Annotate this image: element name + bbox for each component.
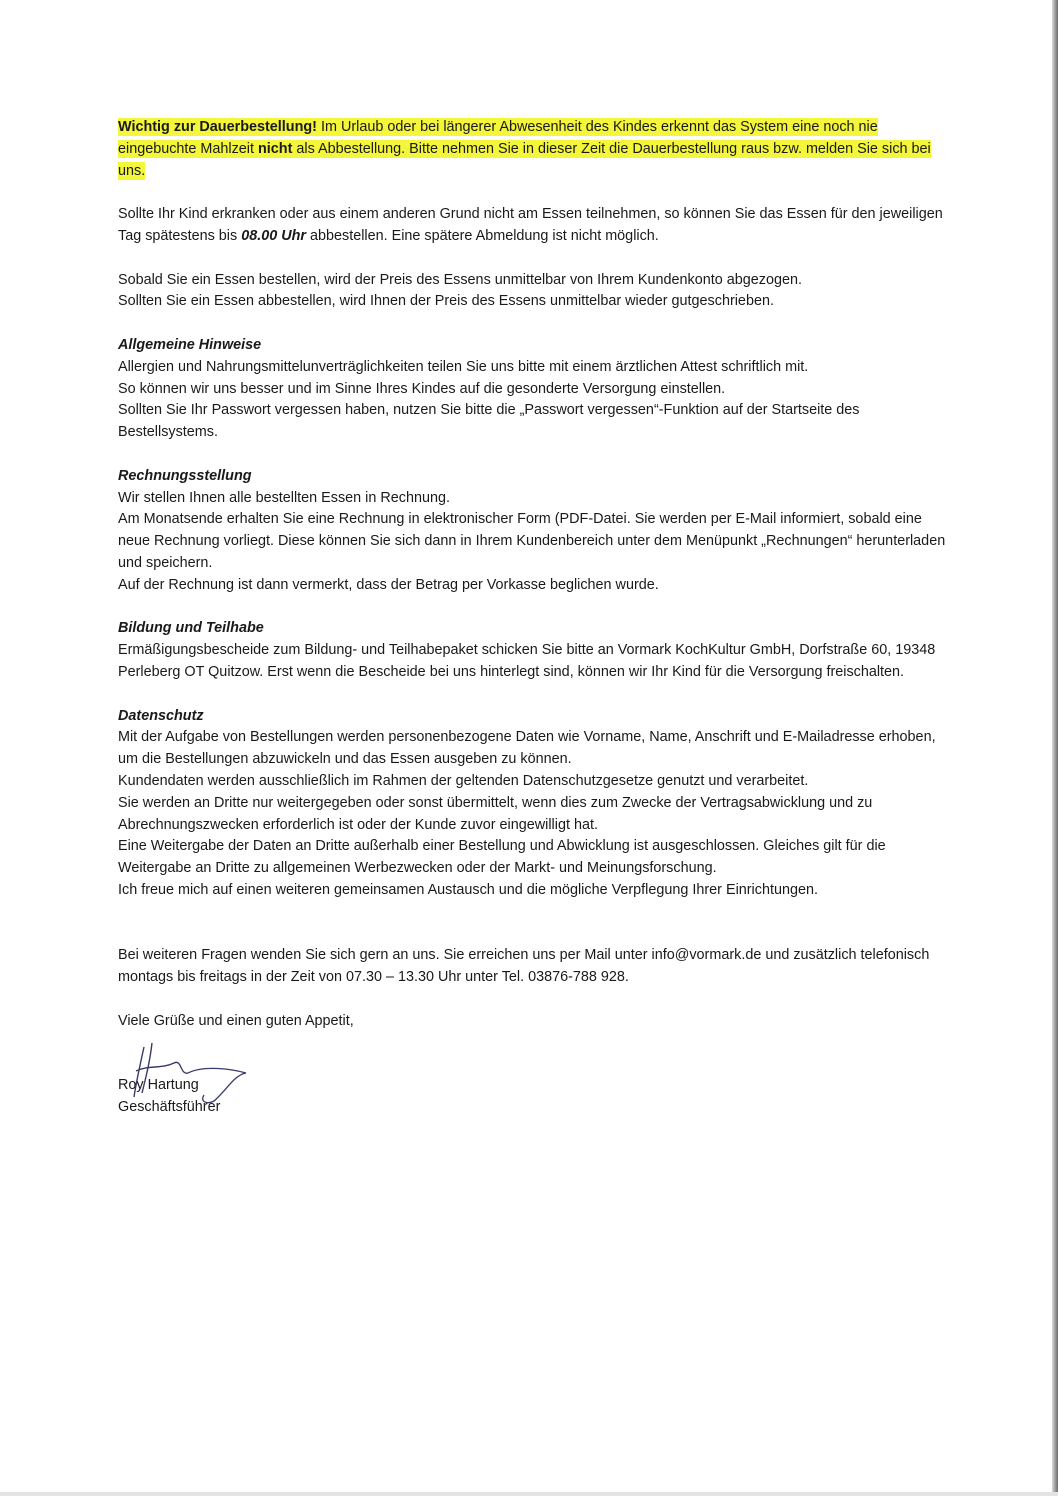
page-bottom-edge	[0, 1492, 1058, 1496]
notice-text-b: als Abbestellung. Bitte nehmen Sie in dieser Zeit die Dauerbestellung raus bzw. melden Sie sich bei uns.	[118, 140, 931, 179]
section-line: Am Monatsende erhalten Sie eine Rechnung in elektronischer Form (PDF-Datei. Sie werden per E-Mail informiert, sobald eine neue Rechnung vorliegt. Diese können Sie sich dann in Ihrem Kundenbereich unter dem Menüpunkt „Rechnungen“ herunterladen und speichern.	[118, 511, 946, 571]
section-heading: Rechnungsstellung	[118, 467, 252, 484]
general-section	[118, 335, 953, 444]
highlighted-notice	[118, 118, 931, 180]
section-line: Sollten Sie Ihr Passwort vergessen haben, nutzen Sie bitte die „Passwort vergessen“-Funktion auf der Startseite des Bestellsystems.	[118, 402, 860, 441]
pricing-line: Sollten Sie ein Essen abbestellen, wird Ihnen der Preis des Essens unmittelbar wieder gutgeschrieben.	[118, 293, 774, 310]
cancel-text-a: Sollte Ihr Kind erkranken oder aus einem anderen Grund nicht am Essen teilnehmen, so können Sie das Essen für den jeweiligen Tag spätestens bis	[118, 206, 943, 244]
education-section	[118, 618, 953, 683]
cancellation-paragraph	[118, 204, 953, 248]
letter-body	[118, 117, 953, 1119]
contact-paragraph: Bei weiteren Fragen wenden Sie sich gern an uns. Sie erreichen uns per Mail unter info@vormark.de und zusätzlich telefonisch montags bis freitags in der Zeit von 07.30 – 13.30 Uhr unter Tel. 03876-788 928.	[118, 947, 930, 986]
page-edge-shadow	[1052, 0, 1058, 1496]
cancel-text-b: abbestellen. Eine spätere Abmeldung ist nicht möglich.	[306, 227, 659, 244]
section-line: Ich freue mich auf einen weiteren gemeinsamen Austausch und die mögliche Verpflegung Ihrer Einrichtungen.	[118, 881, 818, 898]
pricing-line: Sobald Sie ein Essen bestellen, wird der Preis des Essens unmittelbar von Ihrem Kundenkonto abgezogen.	[118, 271, 802, 288]
section-line: Eine Weitergabe der Daten an Dritte außerhalb einer Bestellung und Abwicklung ist ausgeschlossen. Gleiches gilt für die Weitergabe an Dritte zu allgemeinen Werbezwecken oder der Markt- und Meinungsforschung.	[118, 838, 886, 877]
section-line: Mit der Aufgabe von Bestellungen werden personenbezogene Daten wie Vorname, Name, Anschrift und E-Mailadresse erhoben, um die Bestellungen abzuwickeln und das Essen ausgeben zu können.	[118, 729, 936, 768]
section-line: Wir stellen Ihnen alle bestellten Essen in Rechnung.	[118, 489, 450, 506]
section-line: Kundendaten werden ausschließlich im Rahmen der geltenden Datenschutzgesetze genutzt und verarbeitet.	[118, 772, 809, 789]
privacy-section	[118, 706, 953, 902]
handwritten-signature	[122, 1035, 252, 1105]
section-line: Ermäßigungsbescheide zum Bildung- und Teilhabepaket schicken Sie bitte an Vormark KochKultur GmbH, Dorfstraße 60, 19348 Perleberg OT Quitzow. Erst wenn die Bescheide bei uns hinterlegt sind, können wir Ihr Kind für die Versorgung freischalten.	[118, 642, 936, 680]
section-line: So können wir uns besser und im Sinne Ihres Kindes auf die gesonderte Versorgung einstellen.	[118, 380, 726, 397]
section-line: Auf der Rechnung ist dann vermerkt, dass der Betrag per Vorkasse beglichen wurde.	[118, 576, 659, 593]
cancel-deadline: 08.00 Uhr	[241, 227, 306, 244]
section-line: Allergien und Nahrungsmittelunverträglichkeiten teilen Sie uns bitte mit einem ärztlichen Attest schriftlich mit.	[118, 358, 809, 375]
notice-bold-word: nicht	[258, 140, 293, 157]
notice-title: Wichtig zur Dauerbestellung!	[118, 119, 317, 135]
signer-name: Roy Hartung	[118, 1077, 199, 1094]
signer-title: Geschäftsführer	[118, 1099, 221, 1116]
dauerbestellung-notice	[118, 117, 953, 182]
notice-text-a: Im Urlaub oder bei längerer Abwesenheit des Kindes erkennt das System eine noch nie eingebuchte Mahlzeit	[118, 119, 878, 157]
section-heading: Datenschutz	[118, 707, 204, 724]
spacer	[118, 923, 953, 945]
signature-block	[118, 1075, 953, 1119]
section-line: Sie werden an Dritte nur weitergegeben oder sonst übermittelt, wenn dies zum Zwecke der Vertragsabwicklung und zu Abrechnungszwecken erforderlich ist oder der Kunde zuvor eingewilligt hat.	[118, 794, 873, 833]
billing-section	[118, 466, 953, 597]
pricing-paragraph	[118, 270, 953, 314]
closing-line: Viele Grüße und einen guten Appetit,	[118, 1012, 354, 1029]
section-heading: Allgemeine Hinweise	[118, 336, 262, 353]
section-heading: Bildung und Teilhabe	[118, 620, 264, 637]
